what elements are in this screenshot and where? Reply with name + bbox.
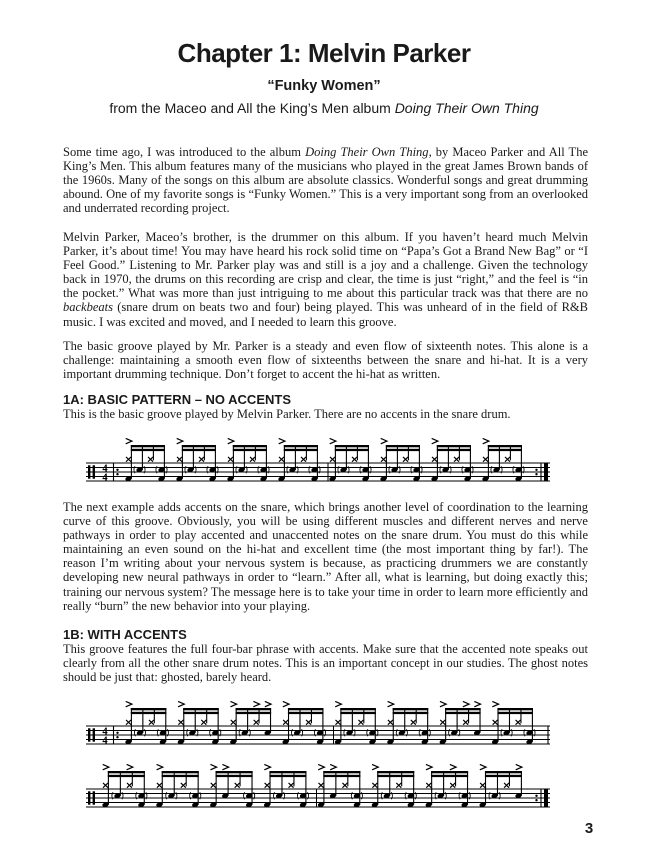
album-title: Doing Their Own Thing [394, 100, 539, 116]
page-number: 3 [584, 820, 594, 837]
drum-notation-1a [84, 437, 562, 487]
drum-notation-1b-staff-2 [84, 763, 562, 813]
section-caption-1a: This is the basic groove played by Melvin Parker. There are no accents in the snare drum. [63, 407, 511, 421]
section-heading-1a: 1A: BASIC PATTERN – NO ACCENTS [63, 392, 291, 407]
svg-text:4: 4 [102, 735, 108, 747]
paragraph-melvin-parker: Melvin Parker, Maceo’s brother, is the drummer on this album. If you haven’t heard much Melvin Parker, it’s about time! You may have heard his rock solid time on “Papa’s Got a Brand New Bag” or “I Feel Good.” Listening to Mr. Parker play was and still is a joy and a challenge. Given the technology back in 1970, the drums on this recording are crisp and clear, the time is just “right,” and the feel is “in the pocket.” What was more than just intriguing to me about this particular track was that there are no backbeats (snare drum on beats two and four) being played. This was unheard of in the field of R&B music. I was excited and moved, and I needed to learn this groove. [63, 230, 588, 329]
svg-text:4: 4 [102, 472, 108, 484]
section-heading-1b: 1B: WITH ACCENTS [63, 627, 187, 642]
song-title: “Funky Women” [267, 78, 381, 94]
chapter-title: Chapter 1: Melvin Parker [177, 38, 471, 68]
paragraph-intro-album: Some time ago, I was introduced to the album Doing Their Own Thing, by Maceo Parker and All The King’s Men. This album features many of the musicians who played in the great James Brown bands of the 1960s. Many of the songs on this album are absolute classics. Wonderful songs and great drumming abound. One of my favorite songs is “Funky Women.” This is a very important song from an overlooked and underrated recording project. [63, 145, 588, 216]
album-source-prefix: from the Maceo and All the King’s Men album [109, 100, 395, 116]
svg-text:4: 4 [102, 726, 108, 738]
paragraph-accents-learning: The next example adds accents on the snare, which brings another level of coordination to the learning curve of this groove. Obviously, you will be using different muscles and different nerves and nerve pathways in order to play accented and unaccented notes on the snare drum. You must do this while maintaining an even sound on the hi-hat and excellent time (the most important thing by far!). The reason I’m writing about your nervous system is because, as practicing drummers we are constantly developing new neural pathways in order to “learn.” After all, what is learning, but doing exactly this; training our nervous system? The message here is to take your time in order to learn more efficiently and really “burn” the new behavior into your playing. [63, 500, 588, 613]
svg-text:4: 4 [102, 463, 108, 475]
section-caption-1b: This groove features the full four-bar phrase with accents. Make sure that the accented note speaks out clearly from all the other snare drum notes. This is an important concept in our studies. The ghost notes should be just that: ghosted, barely heard. [63, 642, 588, 685]
drum-notation-1b-staff-1 [84, 700, 562, 750]
album-source-line [0, 100, 648, 116]
paragraph-basic-groove: The basic groove played by Mr. Parker is a steady and even flow of sixteenth notes. This alone is a challenge: maintaining a smooth even flow of sixteenths between the snare and hi-hat. It is a very important drumming technique. Don’t forget to accent the hi-hat as written. [63, 339, 588, 382]
